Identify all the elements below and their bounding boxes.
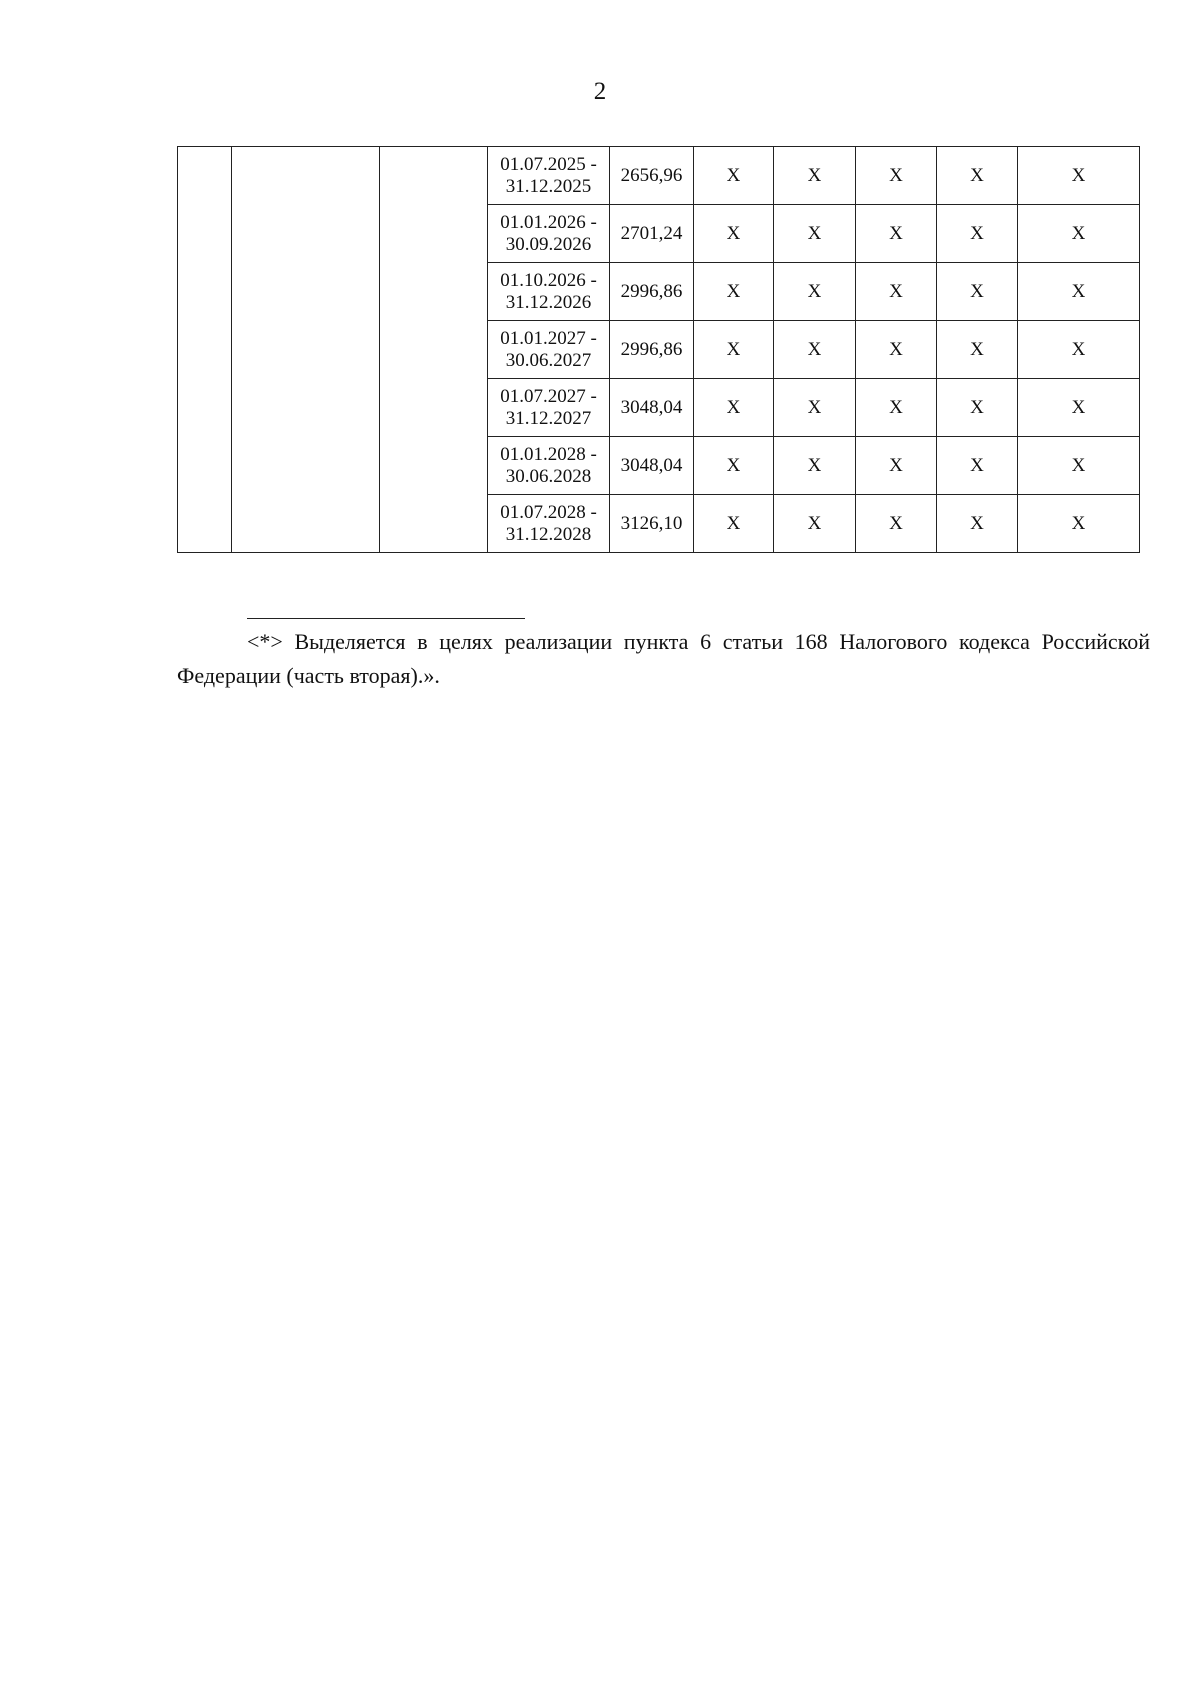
mark-cell: X	[1018, 495, 1140, 553]
mark-cell: X	[937, 379, 1018, 437]
value-cell: 3048,04	[610, 437, 694, 495]
value-cell: 3048,04	[610, 379, 694, 437]
mark-cell: X	[774, 495, 856, 553]
value-cell: 2996,86	[610, 263, 694, 321]
mark-cell: X	[694, 147, 774, 205]
mark-cell: X	[856, 321, 937, 379]
period-cell: 01.07.2025 - 31.12.2025	[488, 147, 610, 205]
value-cell: 2996,86	[610, 321, 694, 379]
period-cell: 01.01.2027 - 30.06.2027	[488, 321, 610, 379]
mark-cell: X	[1018, 147, 1140, 205]
merged-empty-cell	[380, 147, 488, 553]
mark-cell: X	[694, 263, 774, 321]
mark-cell: X	[774, 147, 856, 205]
period-cell: 01.01.2028 - 30.06.2028	[488, 437, 610, 495]
mark-cell: X	[1018, 321, 1140, 379]
mark-cell: X	[856, 495, 937, 553]
value-cell: 3126,10	[610, 495, 694, 553]
footnote-text: <*> Выделяется в целях реализации пункта 6 статьи 168 Налогового кодекса Российской Федерации (часть вторая).».	[177, 629, 1150, 688]
period-cell: 01.07.2028 - 31.12.2028	[488, 495, 610, 553]
period-cell: 01.07.2027 - 31.12.2027	[488, 379, 610, 437]
mark-cell: X	[694, 495, 774, 553]
mark-cell: X	[774, 321, 856, 379]
value-cell: 2656,96	[610, 147, 694, 205]
mark-cell: X	[694, 379, 774, 437]
mark-cell: X	[937, 205, 1018, 263]
mark-cell: X	[774, 437, 856, 495]
period-cell: 01.01.2026 - 30.09.2026	[488, 205, 610, 263]
mark-cell: X	[856, 379, 937, 437]
mark-cell: X	[1018, 379, 1140, 437]
mark-cell: X	[694, 205, 774, 263]
merged-empty-cell	[232, 147, 380, 553]
mark-cell: X	[694, 321, 774, 379]
mark-cell: X	[1018, 205, 1140, 263]
mark-cell: X	[937, 263, 1018, 321]
mark-cell: X	[937, 495, 1018, 553]
mark-cell: X	[774, 379, 856, 437]
table-row	[178, 147, 1140, 205]
mark-cell: X	[694, 437, 774, 495]
mark-cell: X	[856, 147, 937, 205]
mark-cell: X	[774, 263, 856, 321]
page-number: 2	[593, 78, 607, 105]
footnote-divider	[247, 618, 525, 619]
mark-cell: X	[774, 205, 856, 263]
merged-empty-cell	[178, 147, 232, 553]
mark-cell: X	[1018, 437, 1140, 495]
value-cell: 2701,24	[610, 205, 694, 263]
mark-cell: X	[856, 205, 937, 263]
mark-cell: X	[937, 437, 1018, 495]
period-cell: 01.10.2026 - 31.12.2026	[488, 263, 610, 321]
mark-cell: X	[937, 147, 1018, 205]
tariff-table	[177, 146, 1140, 553]
mark-cell: X	[937, 321, 1018, 379]
mark-cell: X	[1018, 263, 1140, 321]
mark-cell: X	[856, 437, 937, 495]
mark-cell: X	[856, 263, 937, 321]
